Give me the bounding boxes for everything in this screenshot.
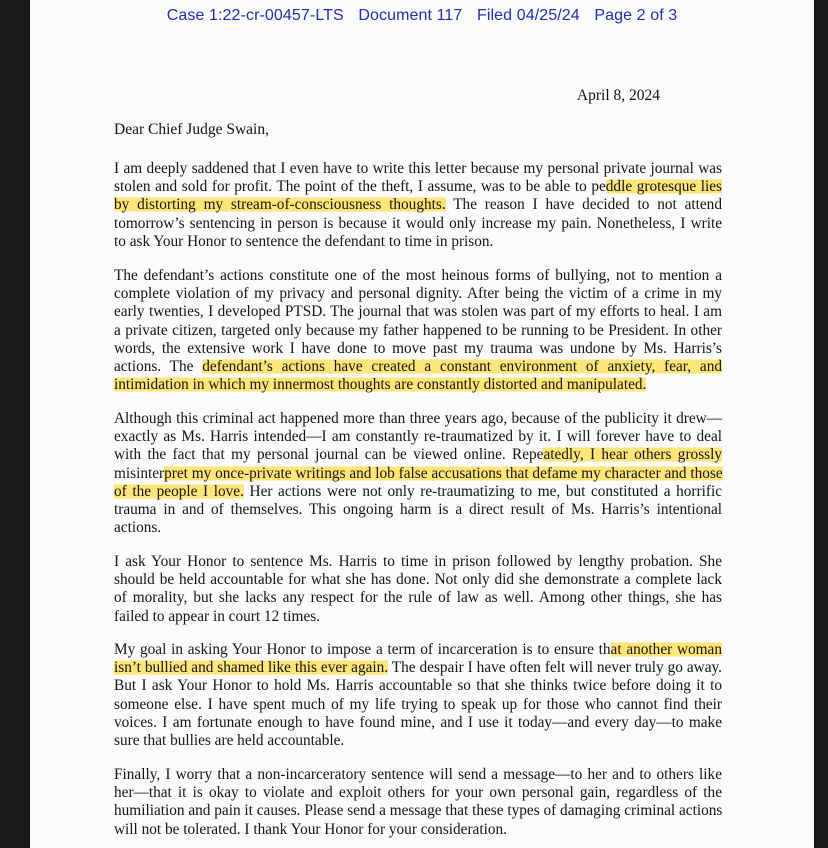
highlight: isn’t bullied and shamed like this ever again. [114,659,389,677]
line: trauma in and of themselves. This ongoing harm is a direct result of Ms. Harris’s intentional [114,501,722,519]
paragraph-6 [114,766,722,839]
line: humiliation and pain it causes. Please send a message that these types of damaging criminal actions [114,802,723,820]
highlight: atedly, I hear others grossly [543,446,722,464]
line: someone else. I have spent much of my life trying to speak up for those who cannot find their [114,695,722,713]
highlight: of the people I love. [114,482,244,500]
line: by distorting my stream-of-consciousness thoughts. The reason I have decided to not attend [114,196,722,214]
line: actions. The defendant’s actions have created a constant environment of anxiety, fear, and [114,358,722,376]
paragraph-2 [114,267,722,394]
line: failed to appear in court 12 times. [114,607,321,625]
line: of morality, but she lacks any respect for the rule of law as well. Among other things, she has [114,589,722,607]
highlight: by distorting my stream-of-consciousness thoughts. [114,196,446,214]
page-number: Page 2 of 3 [594,7,678,24]
highlight: defendant’s actions have created a constant environment of anxiety, fear, and [202,358,722,376]
line: words, the extensive work I have done to move past my trauma was undone by Ms. Harris’s [114,339,722,357]
line: of the people I love. Her actions were not only re-traumatizing to me, but constituted a horrific [114,482,722,500]
line: tomorrow’s sentencing in person is because it would only increase my pain. Nonetheless, I write [114,214,722,232]
line: I am deeply saddened that I even have to write this letter because my personal private journal was [114,160,722,177]
line-text: stolen and sold for profit. The point of the theft, I assume, was to be able to pe [114,178,606,196]
line: to ask Your Honor to sentence the defendant to time in prison. [114,232,494,250]
highlight: ddle grotesque lies [605,178,722,196]
highlight: pret my once-private writings and lob false accusations that defame my character and those [164,464,723,482]
letter-date: April 8, 2024 [576,87,660,104]
line: Although this criminal act happened more than three years ago, because of the publicity it drew— [114,410,722,427]
line: isn’t bullied and shamed like this ever again. The despair I have often felt will never truly go away. [114,659,722,677]
line: her—that it is okay to violate and exploit others for your own personal gain, regardless of the [114,784,722,802]
line: exactly as Ms. Harris intended—I am constantly re-traumatized by it. I will forever have to deal [114,428,722,446]
line: a private citizen, targeted only because my father happened to be running to be President. In other [114,321,722,339]
paragraph-4 [114,553,722,626]
line: voices. I am fortunate enough to have found mine, and I use it today—and every day—to make [114,713,722,731]
line: complete violation of my privacy and personal dignity. After being the victim of a crime in my [114,285,722,303]
line [114,178,722,196]
line: I ask Your Honor to sentence Ms. Harris to time in prison followed by lengthy probation. She [114,553,722,570]
filed-date: Filed 04/25/24 [476,7,580,24]
line: with the fact that my personal journal can be viewed online. Repeatedly, I hear others grossly [114,446,722,464]
document-number: Document 117 [358,7,463,24]
line: sure that bullies are held accountable. [114,732,345,750]
line: Finally, I worry that a non-incarceratory sentence will send a message—to her and to others like [114,766,722,783]
paragraph-5 [114,641,722,750]
line: early twenties, I developed PTSD. The journal that was stolen was part of my efforts to heal. I am [114,303,722,321]
document-page [30,0,814,848]
paragraph-3 [114,410,722,537]
line: misinterpret my once-private writings and lob false accusations that defame my character and those [114,464,723,482]
paragraph-1 [114,160,722,251]
highlight: intimidation in which my innermost thoughts are constantly distorted and manipulated. [114,376,647,394]
line: actions. [114,519,162,537]
line: will not be tolerated. I thank Your Honor for your consideration. [114,820,507,838]
case-number: Case 1:22-cr-00457-LTS [166,7,344,24]
salutation: Dear Chief Judge Swain, [114,121,269,138]
line: But I ask Your Honor to hold Ms. Harris accountable so that she thinks twice before doing it to [114,677,722,695]
line: The defendant’s actions constitute one of the most heinous forms of bullying, not to mention a [114,267,722,284]
highlight: at another woman [610,641,722,658]
line [114,376,722,394]
line: should be held accountable for what she has done. Not only did she demonstrate a complete lack [114,571,722,589]
court-filing-header [30,7,814,25]
line: My goal in asking Your Honor to impose a term of incarceration is to ensure that another woman [114,641,722,658]
